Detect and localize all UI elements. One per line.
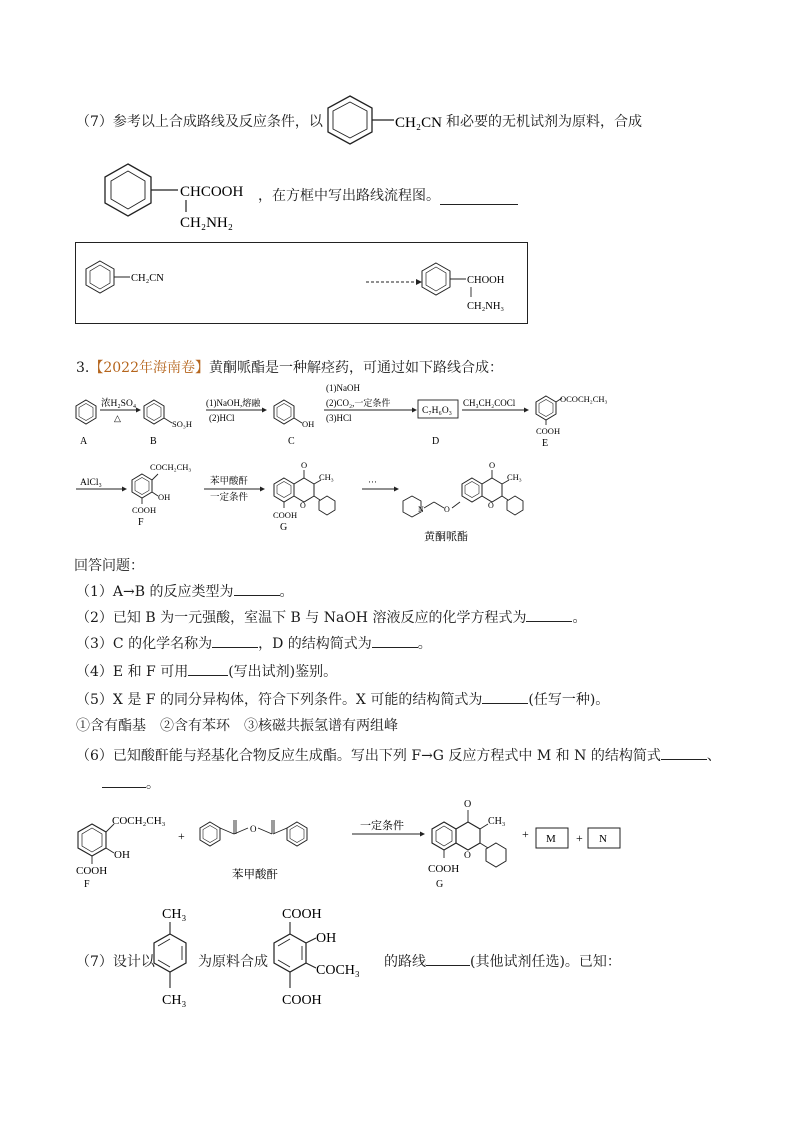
- p-xylene-structure: [140, 900, 200, 1020]
- label-B: B: [150, 436, 157, 447]
- dots: ···: [368, 477, 377, 487]
- questions-header: 回答问题：: [74, 558, 144, 574]
- xylene-bottom-ch3: CH₃: [162, 993, 187, 1008]
- benzyl-cyanide-structure: [322, 92, 452, 150]
- eq-G-carbonyl-o: O: [464, 799, 472, 810]
- q2-blank[interactable]: [526, 621, 572, 622]
- q1-end: 。: [279, 584, 294, 600]
- plus-2: +: [522, 827, 529, 841]
- flavoxate-carbonyl-o: O: [489, 460, 496, 470]
- label-D: D: [432, 436, 440, 447]
- q2-end: 。: [572, 610, 587, 626]
- target-coch3: COCH₃: [316, 963, 360, 978]
- compound-A: [76, 400, 96, 447]
- reagent-5: AlCl₃: [80, 478, 102, 488]
- q6-comma: 、: [706, 748, 721, 764]
- reagent-6-top: 苯甲酸酐: [210, 477, 249, 487]
- plus-3: +: [576, 831, 583, 845]
- q7-middle-text: 和必要的无机试剂为原料，合成: [446, 114, 642, 130]
- anhydride-bridge-o: O: [250, 824, 257, 834]
- reagent-4: CH₃CH₂COCl: [463, 398, 516, 408]
- q6-blank-1[interactable]: [661, 759, 707, 760]
- problem3-header: [76, 358, 503, 378]
- q7-label: （7）参考以上合成路线及反应条件，以: [76, 114, 323, 130]
- dashed-arrow: [364, 277, 424, 287]
- problem3-number: 3.: [76, 360, 90, 376]
- G-ring-o: O: [300, 501, 306, 510]
- reaction-equation-6: [70, 796, 710, 892]
- q5-text-a: （5）X 是 F 的同分异构体，符合下列条件。X 可能的结构简式为: [76, 692, 483, 708]
- target-top-group: CHCOOH: [180, 184, 244, 200]
- q5-blank[interactable]: [482, 703, 528, 704]
- q1-blank[interactable]: [234, 595, 280, 596]
- question-6: [76, 746, 721, 766]
- q3-end: 。: [417, 636, 432, 652]
- product-name: 黄酮哌酯: [424, 531, 468, 543]
- eq-label-F: F: [84, 879, 90, 890]
- label-G: G: [280, 522, 288, 533]
- q7-answer-blank[interactable]: [440, 204, 518, 205]
- compound-C: [274, 400, 314, 447]
- compound-E: [536, 394, 608, 449]
- box-end-structure: [416, 257, 526, 319]
- target-top-cooh: COOH: [282, 907, 322, 922]
- q4-text-b: (写出试剂)鉴别。: [228, 664, 338, 680]
- eq-F-ketone: COCH₂CH₃: [112, 815, 166, 827]
- q3-text-a: （3）C 的化学名称为: [76, 636, 213, 652]
- problem3-source: 【2022年海南卷】: [89, 360, 209, 376]
- box-end-top-group: CHOOH: [467, 275, 505, 286]
- label-F: F: [138, 517, 144, 528]
- target-benzene-structure: [266, 900, 386, 1020]
- E-cooh: COOH: [536, 426, 561, 436]
- E-ester-group: OCOCH₂CH₃: [560, 394, 608, 404]
- question-1: [76, 582, 294, 602]
- q7-reagent-group: CH₂CN: [395, 115, 442, 131]
- box-end-bottom-group: CH₂NH₃: [467, 301, 505, 312]
- q4-text-a: （4）E 和 F 可用: [76, 664, 189, 680]
- flavoxate-ring-o: O: [488, 501, 494, 510]
- reagent-6-bottom: 一定条件: [210, 493, 249, 503]
- G-cooh: COOH: [273, 510, 298, 520]
- label-A: A: [80, 436, 88, 447]
- reagent-1-top: 浓H₂SO₄: [101, 399, 137, 409]
- F-oh: OH: [158, 492, 171, 502]
- synthesis-scheme-row2: [72, 456, 632, 548]
- xylene-top-ch3: CH₃: [162, 907, 187, 922]
- eq-compound-F: [76, 815, 166, 890]
- F-cooh: COOH: [132, 505, 157, 515]
- reagent-3-line2: (2)CO₂,一定条件: [326, 398, 391, 408]
- q7b-text-a: （7）设计以: [76, 954, 155, 970]
- G-ch3: CH₃: [319, 472, 334, 482]
- C-oh: OH: [302, 419, 315, 429]
- compound-G: [273, 460, 335, 533]
- q5-text-b: (任写一种)。: [528, 692, 610, 708]
- plus-1: +: [178, 829, 185, 843]
- reagent-1-bottom: △: [114, 413, 121, 423]
- question-5: [76, 690, 609, 710]
- q7b-text-b: 为原料合成: [198, 954, 268, 970]
- target-bottom-group: CH₂NH₂: [180, 215, 233, 231]
- eq-benzoic-anhydride: [200, 820, 307, 881]
- label-E: E: [542, 438, 549, 449]
- synthesis-scheme-row1: [72, 380, 712, 452]
- reagent-3-line1: (1)NaOH: [326, 383, 360, 393]
- q7-instruction: ，在方框中写出路线流程图。: [258, 188, 440, 204]
- compound-F: [132, 462, 191, 528]
- question-4: [76, 662, 337, 682]
- eq-G-ring-o: O: [464, 851, 471, 861]
- target-oh: OH: [316, 931, 337, 946]
- q6-end: 。: [146, 776, 160, 792]
- q3-blank-1[interactable]: [212, 647, 258, 648]
- eq-F-cooh: COOH: [76, 865, 108, 877]
- q3-text-b: ，D 的结构简式为: [258, 636, 372, 652]
- q7b-text-d: (其他试剂任选)。已知：: [470, 954, 621, 970]
- route-answer-box[interactable]: [75, 242, 528, 324]
- anhydride-name: 苯甲酸酐: [232, 869, 278, 881]
- compound-flavoxate: [403, 460, 523, 543]
- question-5-conditions: ①含有酯基 ②含有苯环 ③核磁共振氢谱有两组峰: [76, 718, 398, 734]
- q6-text: （6）已知酸酐能与羟基化合物反应生成酯。写出下列 F→G 反应方程式中 M 和 N 的结构简式: [76, 748, 661, 764]
- F-ketone-group: COCH₂CH₃: [150, 462, 192, 472]
- eq-label-G: G: [436, 879, 444, 890]
- piperidine-n: N: [418, 505, 424, 514]
- problem3-intro: 黄酮哌酯是一种解痉药，可通过如下路线合成：: [209, 360, 503, 376]
- q2-text: （2）已知 B 为一元强酸，室温下 B 与 NaOH 溶液反应的化学方程式为: [76, 610, 527, 626]
- eq-F-oh: OH: [114, 849, 130, 861]
- compound-B: [144, 400, 192, 447]
- D-formula: C₇H₆O₃: [422, 406, 452, 416]
- flavoxate-ch3: CH₃: [507, 472, 522, 482]
- product-N: N: [599, 833, 607, 845]
- B-so3h: SO₃H: [172, 419, 192, 429]
- q6-blank-2[interactable]: [102, 787, 146, 788]
- reagent-2-top: (1)NaOH,熔融: [206, 398, 261, 408]
- eq-G-cooh: COOH: [428, 863, 460, 875]
- eq-G-ch3: CH₃: [488, 816, 506, 827]
- eq-compound-G: [428, 799, 506, 890]
- eq-condition: 一定条件: [360, 820, 404, 832]
- reagent-3-line3: (3)HCl: [326, 413, 352, 423]
- target-amino-acid-structure: [98, 160, 258, 232]
- question-6-continued: [102, 774, 160, 794]
- target-bottom-cooh: COOH: [282, 993, 322, 1008]
- question-2: [76, 608, 586, 628]
- ester-o: O: [444, 505, 450, 514]
- G-carbonyl-o: O: [301, 460, 308, 470]
- q7b-route: [384, 952, 621, 972]
- q7b-text-c: 的路线: [384, 954, 426, 970]
- q7b-blank[interactable]: [426, 965, 470, 966]
- box-start-group: CH₂CN: [131, 273, 164, 284]
- label-C: C: [288, 436, 295, 447]
- q3-blank-2[interactable]: [372, 647, 418, 648]
- q4-blank[interactable]: [188, 675, 228, 676]
- question-3: [76, 634, 432, 654]
- q1-text: （1）A→B 的反应类型为: [76, 584, 234, 600]
- box-start-structure: [80, 255, 200, 303]
- reagent-2-bottom: (2)HCl: [209, 413, 235, 423]
- product-M: M: [546, 833, 556, 845]
